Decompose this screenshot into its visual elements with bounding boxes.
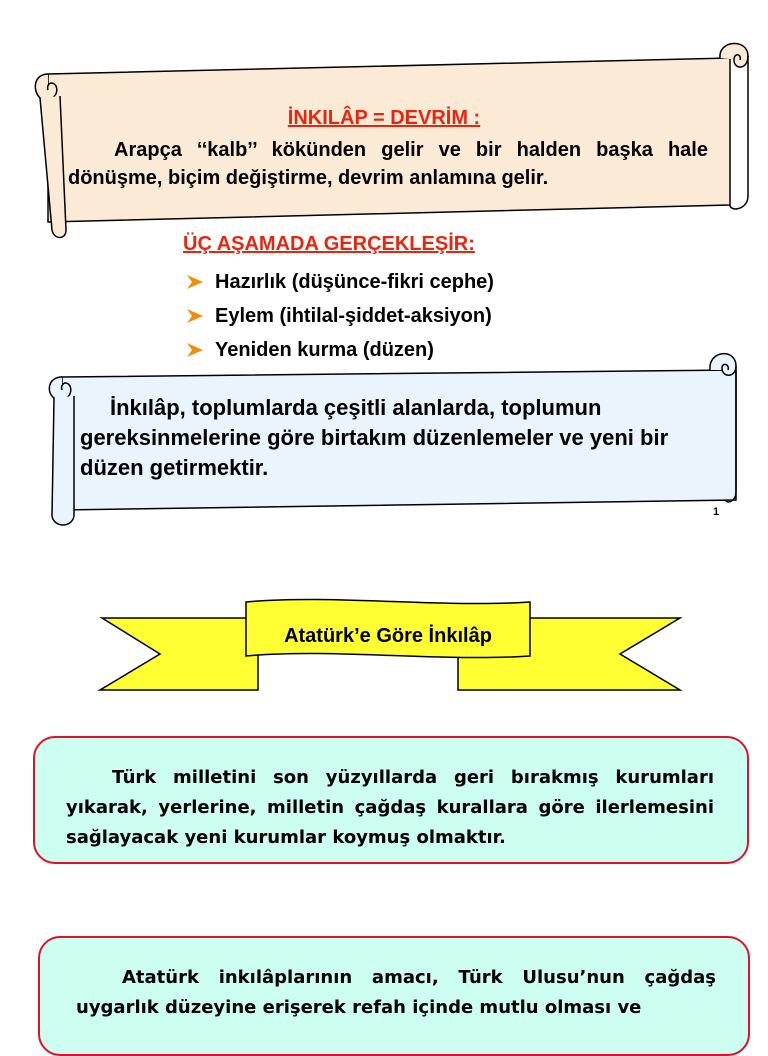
ataturk-aim-text: Atatürk inkılâplarının amacı, Türk Ulusu’nun çağdaş uygarlık düzeyine erişerek refah içinde mutlu olması ve — [76, 967, 716, 1018]
ataturk-definition-text: Türk milletini son yüzyıllarda geri bırakmış kurumları yıkarak, yerlerine, milletin çağdaş kurallara göre ilerlemesini sağlayacak yeni kurumlar koymuş olmaktır. — [66, 767, 714, 848]
arrow-bullet-icon — [185, 306, 215, 326]
list-item — [185, 265, 494, 299]
inkilap-heading: İNKILÂP = DEVRİM : — [287, 107, 481, 129]
definition-scroll-shape — [0, 0, 768, 260]
stage-label: Eylem (ihtilal-şiddet-aksiyon) — [215, 304, 492, 327]
arrow-bullet-icon — [185, 272, 215, 292]
stage-label: Hazırlık (düşünce-fikri cephe) — [215, 270, 494, 293]
page-number: 1 — [713, 506, 720, 518]
ribbon-title: Atatürk’e Göre İnkılâp — [284, 625, 492, 647]
stages-heading: ÜÇ AŞAMADA GERÇEKLEŞİR: — [183, 233, 475, 255]
list-item — [185, 299, 494, 333]
inkilap-meaning-text: İnkılâp, toplumlarda çeşitli alanlarda, toplumun gereksinmelerine göre birtakım düzenlemeler ve yeni bir düzen getirmektir. — [80, 395, 669, 480]
inkilap-definition-text: Arapça ‘‘kalb’’ kökünden gelir ve bir halden başka hale dönüşme, biçim değiştirme, devrim anlamına gelir. — [68, 139, 708, 189]
stage-label: Yeniden kurma (düzen) — [215, 338, 434, 361]
